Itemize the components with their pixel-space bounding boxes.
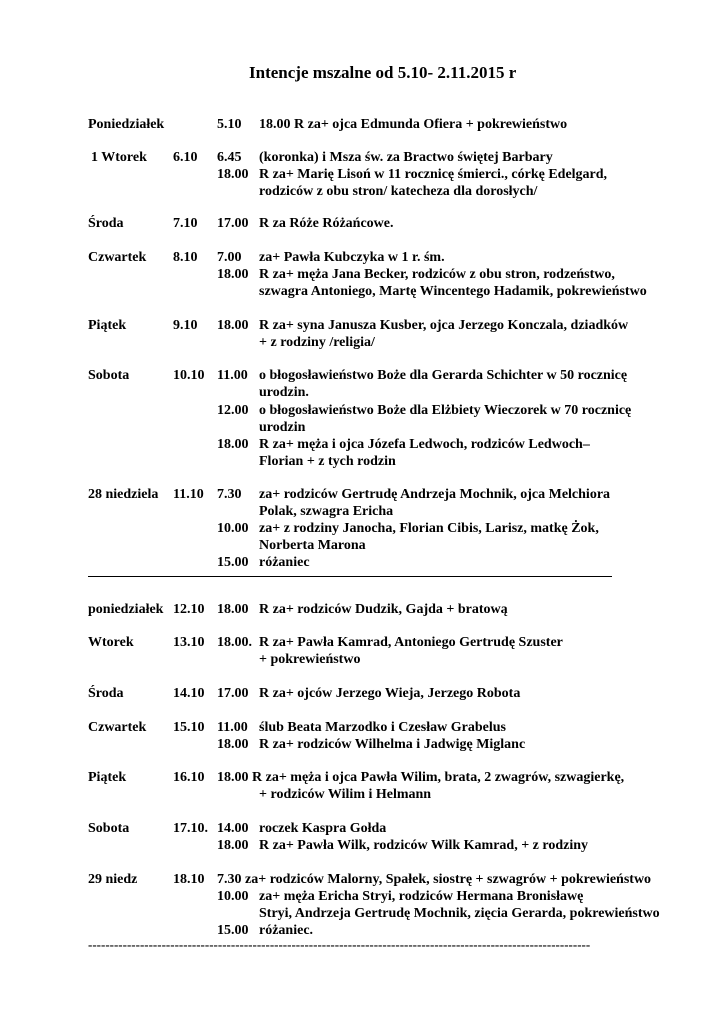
row-text: różaniec.: [259, 923, 314, 938]
row-time: 12.00: [217, 403, 249, 418]
row-text: rodziców z obu stron/ katecheza dla dorosłych/: [259, 184, 538, 199]
row-date: 9.10: [173, 318, 198, 333]
separator-line: [88, 576, 612, 577]
row-day: Środa: [88, 216, 124, 231]
row-time: 15.00: [217, 923, 249, 938]
row-date: 6.10: [173, 150, 198, 165]
row-date: 11.10: [173, 487, 204, 502]
row-time: 10.00: [217, 889, 249, 904]
row-text: R za+ syna Janusza Kusber, ojca Jerzego Konczala, dziadków: [259, 318, 629, 333]
row-text: R za+ Pawła Wilk, rodziców Wilk Kamrad, + z rodziny: [259, 838, 589, 853]
row-time: 6.45: [217, 150, 242, 165]
row-date: 15.10: [173, 720, 205, 735]
row-text: za+ rodziców Gertrudę Andrzeja Mochnik, ojca Melchiora: [259, 487, 611, 502]
row-time: 18.00.: [217, 635, 252, 650]
row-time: 5.10: [217, 117, 242, 132]
row-text: 18.00 R za+ męża i ojca Pawła Wilim, brata, 2 zwagrów, szwagierkę,: [217, 770, 625, 785]
page-title: Intencje mszalne od 5.10- 2.11.2015 r: [249, 63, 517, 82]
row-time: 17.00: [217, 216, 249, 231]
row-time: 18.00: [217, 437, 249, 452]
row-text: urodzin.: [259, 385, 309, 400]
row-text: R za+ Pawła Kamrad, Antoniego Gertrudę Szuster: [259, 635, 563, 650]
row-day: Środa: [88, 686, 124, 701]
row-time: 18.00: [217, 737, 249, 752]
row-day: Sobota: [88, 821, 130, 836]
row-day: 29 niedz: [88, 872, 138, 887]
row-time: 10.00: [217, 521, 249, 536]
row-day: Piątek: [88, 770, 127, 785]
row-text: Florian + z tych rodzin: [259, 454, 396, 469]
row-time: 14.00: [217, 821, 249, 836]
row-text: + z rodziny /religia/: [259, 335, 375, 350]
row-text: R za Róże Różańcowe.: [259, 216, 394, 231]
row-time: 15.00: [217, 555, 249, 570]
row-time: 18.00: [217, 267, 249, 282]
row-text: Stryi, Andrzeja Gertrudę Mochnik, zięcia Gerarda, pokrewieństwo: [259, 906, 660, 921]
dashed-separator: --------------------------------------------------------------------------------------------------------------------: [88, 937, 591, 952]
row-date: 17.10.: [173, 821, 208, 836]
row-time: 17.00: [217, 686, 249, 701]
row-text: R za+ ojców Jerzego Wieja, Jerzego Robota: [259, 686, 521, 701]
row-text: o błogosławieństwo Boże dla Gerarda Schichter w 50 rocznicę: [259, 368, 628, 383]
row-text: o błogosławieństwo Boże dla Elżbiety Wieczorek w 70 rocznicę: [259, 403, 632, 418]
row-text: roczek Kaspra Gołda: [259, 821, 387, 836]
row-time: 18.00: [217, 838, 249, 853]
row-time: 18.00: [217, 318, 249, 333]
row-date: 13.10: [173, 635, 205, 650]
row-text: Polak, szwagra Ericha: [259, 504, 394, 519]
row-date: 14.10: [173, 686, 205, 701]
row-date: 10.10: [173, 368, 205, 383]
row-time: 18.00: [217, 167, 249, 182]
row-day: Wtorek: [88, 635, 134, 650]
row-text: R za+ rodziców Dudzik, Gajda + bratową: [259, 602, 508, 617]
row-text: R za+ rodziców Wilhelma i Jadwigę Miglanc: [259, 737, 526, 752]
row-time: 7.00: [217, 250, 242, 265]
row-day: Poniedziałek: [88, 117, 165, 132]
row-text: R za+ Marię Lisoń w 11 rocznicę śmierci., córkę Edelgard,: [259, 167, 608, 182]
row-day: 28 niedziela: [88, 487, 159, 502]
row-day: Czwartek: [88, 250, 147, 265]
row-text: szwagra Antoniego, Martę Wincentego Hadamik, pokrewieństwo: [259, 284, 647, 299]
row-text: + rodziców Wilim i Helmann: [259, 787, 432, 802]
row-date: 7.10: [173, 216, 198, 231]
row-date: 8.10: [173, 250, 198, 265]
row-time: 11.00: [217, 368, 248, 383]
row-text: ślub Beata Marzodko i Czesław Grabelus: [259, 720, 506, 735]
row-time: 11.00: [217, 720, 248, 735]
row-date: 16.10: [173, 770, 205, 785]
row-day: Czwartek: [88, 720, 147, 735]
row-text: (koronka) i Msza św. za Bractwo świętej Barbary: [259, 150, 553, 165]
row-text: + pokrewieństwo: [259, 652, 361, 667]
row-date: 18.10: [173, 872, 205, 887]
row-day: poniedziałek: [88, 602, 164, 617]
row-text: R za+ męża i ojca Józefa Ledwoch, rodziców Ledwoch–: [259, 437, 590, 452]
row-time: 18.00: [217, 602, 249, 617]
row-day: Piątek: [88, 318, 127, 333]
row-text: 7.30 za+ rodziców Malorny, Spałek, siostrę + szwagrów + pokrewieństwo: [217, 872, 652, 887]
row-text: za+ męża Ericha Stryi, rodziców Hermana Bronisławę: [259, 889, 584, 904]
row-text: urodzin: [259, 420, 306, 435]
row-time: 7.30: [217, 487, 242, 502]
row-day: 1 Wtorek: [91, 150, 147, 165]
row-date: 12.10: [173, 602, 205, 617]
row-text: Norberta Marona: [259, 538, 366, 553]
row-text: 18.00 R za+ ojca Edmunda Ofiera + pokrewieństwo: [259, 117, 568, 132]
row-text: różaniec: [259, 555, 310, 570]
row-text: za+ Pawła Kubczyka w 1 r. śm.: [259, 250, 445, 265]
row-text: R za+ męża Jana Becker, rodziców z obu stron, rodzeństwo,: [259, 267, 615, 282]
row-text: za+ z rodziny Janocha, Florian Cibis, Larisz, matkę Żok,: [259, 521, 599, 536]
row-day: Sobota: [88, 368, 130, 383]
